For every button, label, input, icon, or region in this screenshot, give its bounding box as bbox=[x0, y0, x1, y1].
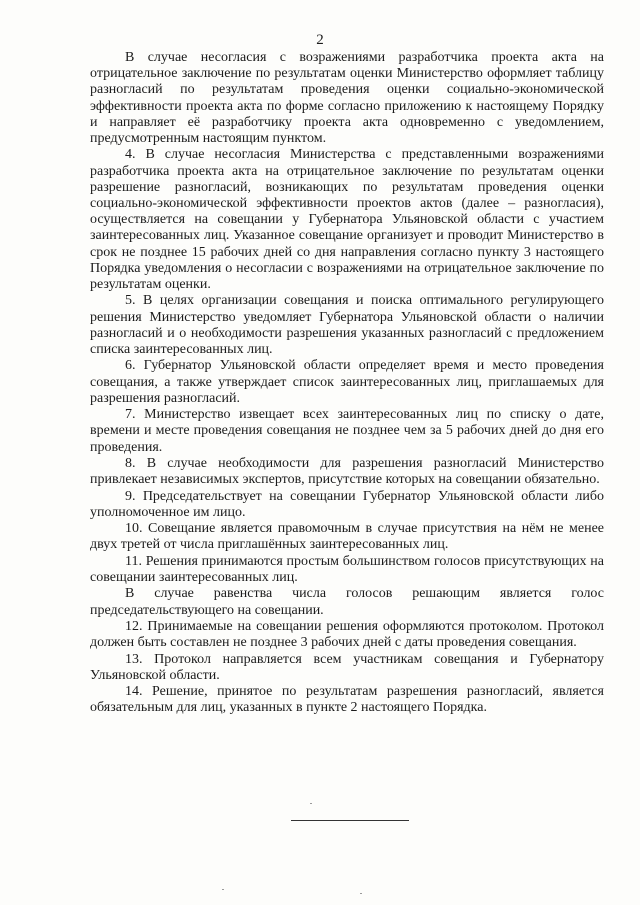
paragraph-4: 4. В случае несогласия Министерства с представленными возражениями разработчика проекта акта на отрицательное заключение по результатам оценки разрешение разногласий, возникающих по результатам проведения оценки социально-экономической эффективности проектов актов (далее – разногласия), осуществляется на совещании у Губернатора Ульяновской области с участием заинтересованных лиц. Указанное совещание организует и проводит Министерство в срок не позднее 15 рабочих дней со дня направления согласно пункту 3 настоящего Порядка уведомления о несогласии с возражениями на отрицательное заключение по результатам оценки. bbox=[90, 147, 604, 293]
end-of-text-rule bbox=[291, 820, 409, 821]
paragraph-8: 8. В случае необходимости для разрешения разногласий Министерство привлекает независимых экспертов, присутствие которых на совещании обязательно. bbox=[90, 456, 604, 488]
paragraph-9: 9. Председательствует на совещании Губернатор Ульяновской области либо уполномоченное им лицо. bbox=[90, 488, 604, 520]
scan-speck bbox=[360, 893, 362, 894]
paragraph-11: 11. Решения принимаются простым большинством голосов присутствующих на совещании заинтересованных лиц. bbox=[90, 553, 604, 585]
paragraph-3-continuation: В случае несогласия с возражениями разработчика проекта акта на отрицательное заключение по результатам оценки Министерство оформляет таблицу разногласий по результатам проведения оценки социально-экономической эффективности проекта акта по форме согласно приложению к настоящему Порядку и направляет её разработчику проекта акта одновременно с уведомлением, предусмотренным настоящим пунктом. bbox=[90, 50, 604, 147]
document-body bbox=[90, 50, 604, 717]
paragraph-11-tie-rule: В случае равенства числа голосов решающим является голос председательствующего на совещании. bbox=[90, 586, 604, 618]
paragraph-7: 7. Министерство извещает всех заинтересованных лиц по списку о дате, времени и месте проведения совещания не позднее чем за 5 рабочих дней до дня его проведения. bbox=[90, 407, 604, 455]
paragraph-13: 13. Протокол направляется всем участникам совещания и Губернатору Ульяновской области. bbox=[90, 651, 604, 683]
paragraph-10: 10. Совещание является правомочным в случае присутствия на нём не менее двух третей от числа приглашённых заинтересованных лиц. bbox=[90, 521, 604, 553]
paragraph-12: 12. Принимаемые на совещании решения оформляются протоколом. Протокол должен быть составлен не позднее 3 рабочих дней с даты проведения совещания. bbox=[90, 618, 604, 651]
paragraph-14: 14. Решение, принятое по результатам разрешения разногласий, является обязательным для лиц, указанных в пункте 2 настоящего Порядка. bbox=[90, 684, 604, 716]
scan-speck bbox=[222, 889, 224, 890]
scan-speck bbox=[310, 803, 312, 804]
page-number: 2 bbox=[316, 32, 324, 48]
paragraph-5: 5. В целях организации совещания и поиска оптимального регулирующего решения Министерство уведомляет Губернатора Ульяновской области о наличии разногласий и о необходимости разрешения указанных разногласий с предложением списка заинтересованных лиц. bbox=[90, 293, 604, 358]
paragraph-6: 6. Губернатор Ульяновской области определяет время и место проведения совещания, а также утверждает список заинтересованных лиц, приглашаемых для разрешения разногласий. bbox=[90, 358, 604, 406]
